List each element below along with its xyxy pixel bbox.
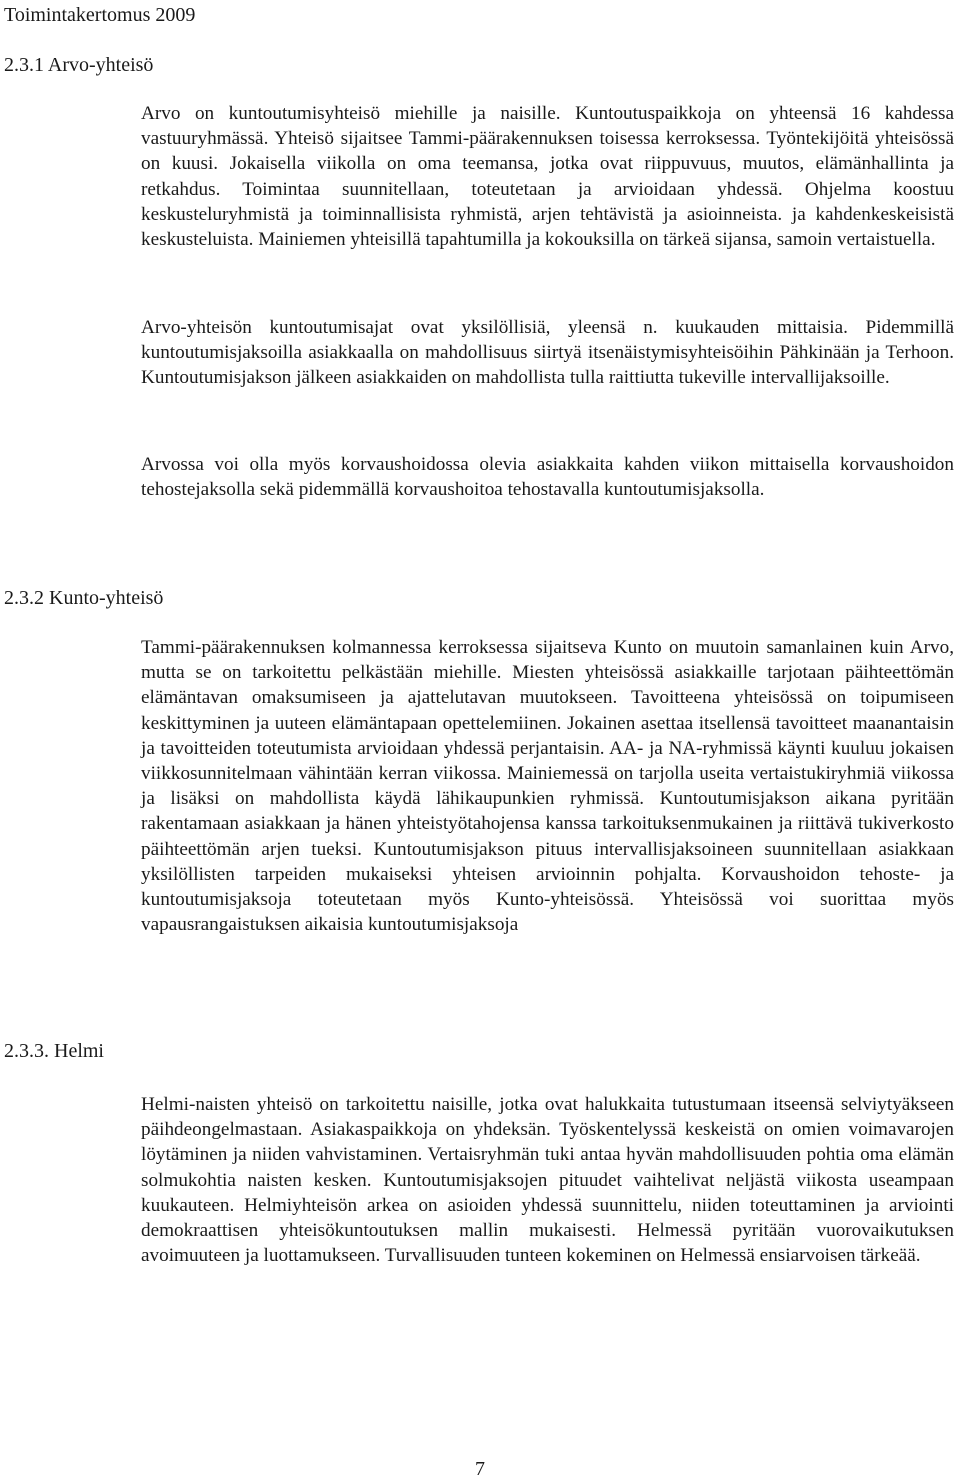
paragraph-arvo-1: Arvo on kuntoutumisyhteisö miehille ja naisille. Kuntoutuspaikkoja on yhteensä 16 kahdessa vastuuryhmässä. Yhteisö sijaitsee Tammi-päärakennuksen toisessa kerroksessa. Työntekijöitä yhteisössä on kuusi. Jokaisella viikolla on oma teemansa, jotka ovat riippuvuus, muutos, elämänhallinta ja retkahdus. Toimintaa suunnitellaan, toteutetaan ja arvioidaan yhdessä. Ohjelma koostuu keskusteluryhmistä ja toiminnallisista ryhmistä, arjen tehtävistä ja asioinneista. ja kahdenkeskeisistä keskusteluista. Mainiemen yhteisillä tapahtumilla ja kokouksilla on tärkeä sijansa, samoin vertaistuella. <box>141 103 954 251</box>
running-header: Toimintakertomus 2009 <box>4 4 196 26</box>
paragraph-kunto-1: Tammi-päärakennuksen kolmannessa kerroksessa sijaitseva Kunto on muutoin samanlainen kuin Arvo, mutta se on tarkoitettu pelkästään miehille. Miesten yhteisössä asiakkaille tarjotaan päihteettömän elämäntavan omaksumiseen ja ajattelutavan muutokseen. Tavoitteena yhteisössä on toipumiseen keskittyminen ja uuteen elämäntapaan opettelemiinen. Jokainen asettaa itsellensä tavoitteet maanantaisin ja tavoitteiden toteutumista arvioidaan yhdessä perjantaisin. AA- ja NA-ryhmissä käynti kuuluu jokaisen viikkosunnitelmaan vähintään kerran viikossa. Mainiemessä on tarjolla useita vertaistukiryhmiä viikossa ja lisäksi on mahdollista käydä lähikaupunkien ryhmissä. Kuntoutumisjakson aikana pyritään rakentamaan asiakkaan ja hänen yhteistyötahojensa kanssa tarkoituksenmukainen ja riittävä tukiverkosto päihteettömän arjen tueksi. Kuntoutumisjakson pituus intervallisjaksoineen suunnitellaan asiakkaan yksilöllisten tarpeiden mukaiseksi yhteisen arvioinnin pohjalta. Korvaushoidon tehoste- ja kuntoutumisjaksoja toteutetaan myös Kunto-yhteisössä. Yhteisössä voi suorittaa myös vapausrangaistuksen aikaisia kuntoutumisjaksoja <box>141 637 954 936</box>
section-heading-helmi: 2.3.3. Helmi <box>4 1040 104 1062</box>
section-heading-arvo: 2.3.1 Arvo-yhteisö <box>4 54 154 76</box>
section-heading-kunto: 2.3.2 Kunto-yhteisö <box>4 587 164 609</box>
paragraph-arvo-3: Arvossa voi olla myös korvaushoidossa olevia asiakkaita kahden viikon mittaisella korvaushoidon tehostejaksolla sekä pidemmällä korvaushoitoa tehostavalla kuntoutumisjaksolla. <box>141 454 954 501</box>
paragraph-helmi-1: Helmi-naisten yhteisö on tarkoitettu naisille, jotka ovat halukkaita tutustumaan itseensä selviytyäkseen päihdeongelmastaan. Asiakaspaikkoja on yhdeksän. Työskentelyssä keskeistä on omien voimavarojen löytäminen ja niiden vahvistaminen. Vertaisryhmän tuki antaa hyvän mahdollisuuden pohtia oma elämän solmukohtia naisten kesken. Kuntoutumisjaksojen pituudet vaihtelivat neljästä viikosta useampaan kuukauteen. Helmiyhteisön arkea on asioiden yhdessä suunnittelu, niiden toteuttaminen ja arviointi demokraattisen yhteisökuntoutuksen mallin mukaisesti. Helmessä pyritään vuorovaikutuksen avoimuuteen ja luottamukseen. Turvallisuuden tunteen kokeminen on Helmessä ensiarvoisen tärkeää. <box>141 1094 954 1267</box>
paragraph-arvo-2: Arvo-yhteisön kuntoutumisajat ovat yksilöllisiä, yleensä n. kuukauden mittaisia. Pidemmillä kuntoutumisjaksoilla asiakkaalla on mahdollisuus siirtyä itsenäistymisyhteisöihin Pähkinään ja Terhoon. Kuntoutumisjakson jälkeen asiakkaiden on mahdollista tulla raittiutta tukeville intervallijaksoille. <box>141 317 954 389</box>
page-number: 7 <box>475 1458 485 1480</box>
